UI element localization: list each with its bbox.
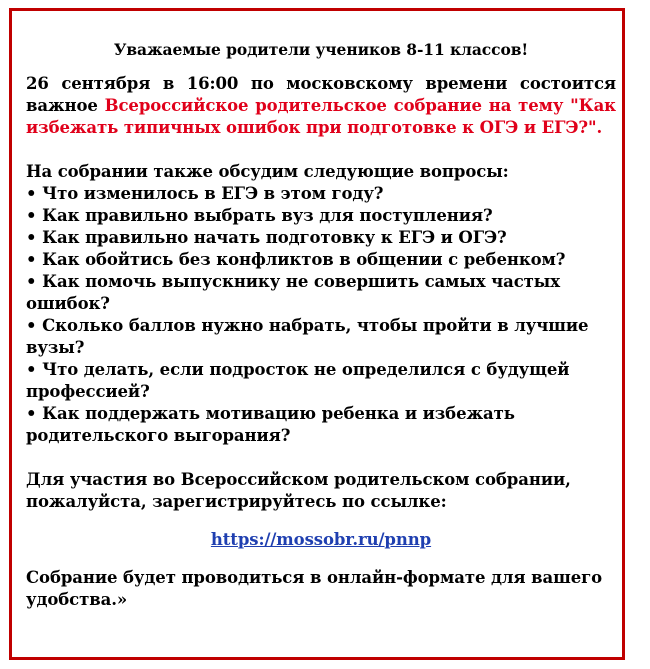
registration-link-wrap [26, 529, 616, 551]
registration-text: Для участия во Всероссийском родительском собрании, пожалуйста, зарегистрируйтесь по ссылке: [26, 470, 571, 511]
question-text: Как правильно выбрать вуз для поступления? [42, 206, 493, 225]
bullet-icon: • [26, 206, 37, 225]
question-item [26, 271, 616, 315]
bullet-icon: • [26, 404, 37, 423]
announcement-lead: 26 сентября в 16:00 по московскому времени состоится важное [26, 74, 616, 115]
bullet-icon: • [26, 184, 37, 203]
question-item [26, 183, 616, 205]
question-text: Как поддержать мотивацию ребенка и избежать родительского выгорания? [26, 404, 515, 445]
announcement-paragraph [26, 73, 616, 139]
question-item [26, 315, 616, 359]
greeting-heading: Уважаемые родители учеников 8-11 классов! [113, 40, 529, 59]
question-text: Что делать, если подросток не определился с будущей профессией? [26, 360, 570, 401]
question-text: Как правильно начать подготовку к ЕГЭ и ОГЭ? [42, 228, 507, 247]
question-item [26, 205, 616, 227]
question-text: Что изменилось в ЕГЭ в этом году? [42, 184, 384, 203]
bullet-icon: • [26, 272, 37, 291]
question-item [26, 359, 616, 403]
question-item [26, 403, 616, 447]
bullet-icon: • [26, 360, 37, 379]
question-item [26, 249, 616, 271]
meeting-topic-highlight: Всероссийское родительское собрание на тему "Как избежать типичных ошибок при подготовке к ОГЭ и ЕГЭ?". [26, 96, 616, 137]
bullet-icon: • [26, 228, 37, 247]
announcement-content [26, 39, 616, 611]
question-text: Как помочь выпускнику не совершить самых частых ошибок? [26, 272, 560, 313]
closing-note: Собрание будет проводиться в онлайн-формате для вашего удобства.» [26, 568, 603, 609]
bullet-icon: • [26, 250, 37, 269]
question-item [26, 227, 616, 249]
announcement-frame [9, 8, 625, 660]
questions-intro: На собрании также обсудим следующие вопросы: [26, 162, 509, 181]
question-text: Сколько баллов нужно набрать, чтобы пройти в лучшие вузы? [26, 316, 589, 357]
questions-list [26, 183, 616, 447]
bullet-icon: • [26, 316, 37, 335]
question-text: Как обойтись без конфликтов в общении с ребенком? [42, 250, 566, 269]
registration-link[interactable]: https://mossobr.ru/pnnp [210, 530, 432, 549]
